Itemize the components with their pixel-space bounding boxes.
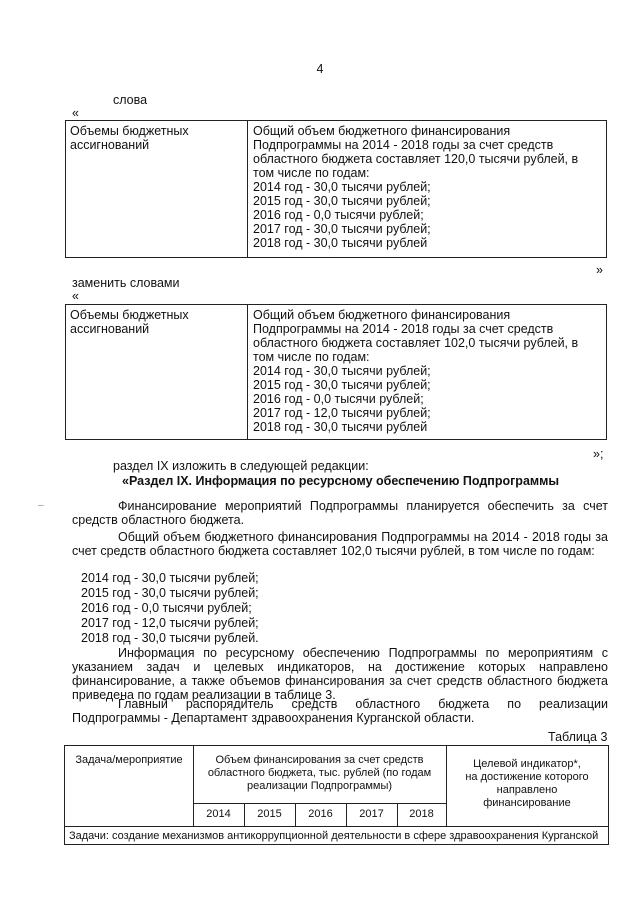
new-right-line: 2018 год - 30,0 тысячи рублей [253,420,428,434]
old-right-line: Подпрограммы на 2014 - 2018 годы за счет средств [253,138,554,152]
col-header-indicator-line: направлено [496,784,558,796]
table-hline [65,826,608,827]
old-right-line: 2016 год - 0,0 тысячи рублей; [253,208,424,222]
new-left-cell [70,308,240,336]
old-left-line: ассигнований [70,138,150,152]
page-number: 4 [316,62,324,76]
table-caption: Таблица 3 [548,730,608,744]
col-header-funding-line: Объем финансирования за счет средств [215,754,424,766]
old-right-line: 2017 год - 30,0 тысячи рублей; [253,222,431,236]
year-header-2017: 2017 [359,808,384,820]
close-quote-1: » [596,263,603,277]
table-hline [193,803,446,804]
section-heading: «Раздел IX. Информация по ресурсному обеспечению Подпрограммы [122,474,560,488]
years-list [81,571,259,646]
year-header-2014: 2014 [206,808,231,820]
col-header-funding [193,754,446,793]
old-right-line: областного бюджета составляет 120,0 тысячи рублей, в [253,152,579,166]
old-right-line: Общий объем бюджетного финансирования [253,124,511,138]
year-item: 2017 год - 12,0 тысячи рублей; [81,616,259,630]
old-right-line: 2014 год - 30,0 тысячи рублей; [253,180,431,194]
new-right-line: 2015 год - 30,0 тысячи рублей; [253,378,431,392]
new-left-line: Объемы бюджетных [70,308,189,322]
new-divider [247,305,248,439]
old-divider [247,121,248,257]
intro-word: слова [113,93,148,107]
year-header-2018: 2018 [409,808,434,820]
paragraph-3: Информация по ресурсному обеспечению Подпрограммы по мероприятиям с указанием задач и целевых индикаторов, на достижение которых направлено финансирование, а также объемов финансирования за счет средств областного бюджета приведена по годам реализации в таблице 3. [72,646,608,702]
paragraph-4: Главный распорядитель средств областного бюджета по реализации Подпрограммы - Департамент здравоохранения Курганской области. [72,697,608,725]
new-right-line: том числе по годам: [253,350,370,364]
close-quote-2: »; [593,447,604,461]
old-right-line: 2015 год - 30,0 тысячи рублей; [253,194,431,208]
year-item: 2014 год - 30,0 тысячи рублей; [81,571,259,585]
col-header-indicator-line: на достижение которого [465,771,589,783]
old-left-cell [70,124,240,152]
col-header-indicator [446,758,608,810]
year-header-2015: 2015 [257,808,282,820]
section-intro: раздел IX изложить в следующей редакции: [113,459,369,473]
new-right-line: Подпрограммы на 2014 - 2018 годы за счет средств [253,322,554,336]
year-header-2016: 2016 [308,808,333,820]
old-values-box [65,120,607,258]
new-right-line: 2017 год - 12,0 тысячи рублей; [253,406,431,420]
margin-mark: – [38,500,44,511]
table-3 [64,745,609,845]
old-right-cell [253,124,593,250]
old-right-line: 2018 год - 30,0 тысячи рублей [253,236,428,250]
col-header-funding-line: областного бюджета, тыс. рублей (по годам [207,767,432,779]
paragraph-2: Общий объем бюджетного финансирования Подпрограммы на 2014 - 2018 годы за счет средств областного бюджета составляет 102,0 тысячи рублей, в том числе по годам: [72,530,608,558]
new-left-line: ассигнований [70,322,150,336]
open-quote-2: « [72,289,79,303]
new-right-cell [253,308,593,434]
year-item: 2018 год - 30,0 тысячи рублей. [81,631,259,645]
col-header-indicator-line: финансирование [483,797,571,809]
paragraph-1: Финансирование мероприятий Подпрограммы планируется обеспечить за счет средств областного бюджета. [72,499,608,527]
old-right-line: том числе по годам: [253,166,370,180]
new-right-line: 2014 год - 30,0 тысячи рублей; [253,364,431,378]
old-left-line: Объемы бюджетных [70,124,189,138]
year-item: 2016 год - 0,0 тысячи рублей; [81,601,252,615]
task-row: Задачи: создание механизмов антикоррупционной деятельности в сфере здравоохранения Курганской [69,830,599,842]
new-right-line: областного бюджета составляет 102,0 тысячи рублей, в [253,336,579,350]
open-quote-1: « [72,106,79,120]
col-header-task: Задача/мероприятие [75,754,183,766]
col-header-funding-line: реализации Подпрограммы) [246,780,393,792]
new-values-box [65,304,607,440]
col-header-indicator-line: Целевой индикатор*, [473,758,581,770]
year-item: 2015 год - 30,0 тысячи рублей; [81,586,259,600]
new-right-line: Общий объем бюджетного финансирования [253,308,511,322]
new-right-line: 2016 год - 0,0 тысячи рублей; [253,392,424,406]
replace-words: заменить словами [72,276,180,290]
